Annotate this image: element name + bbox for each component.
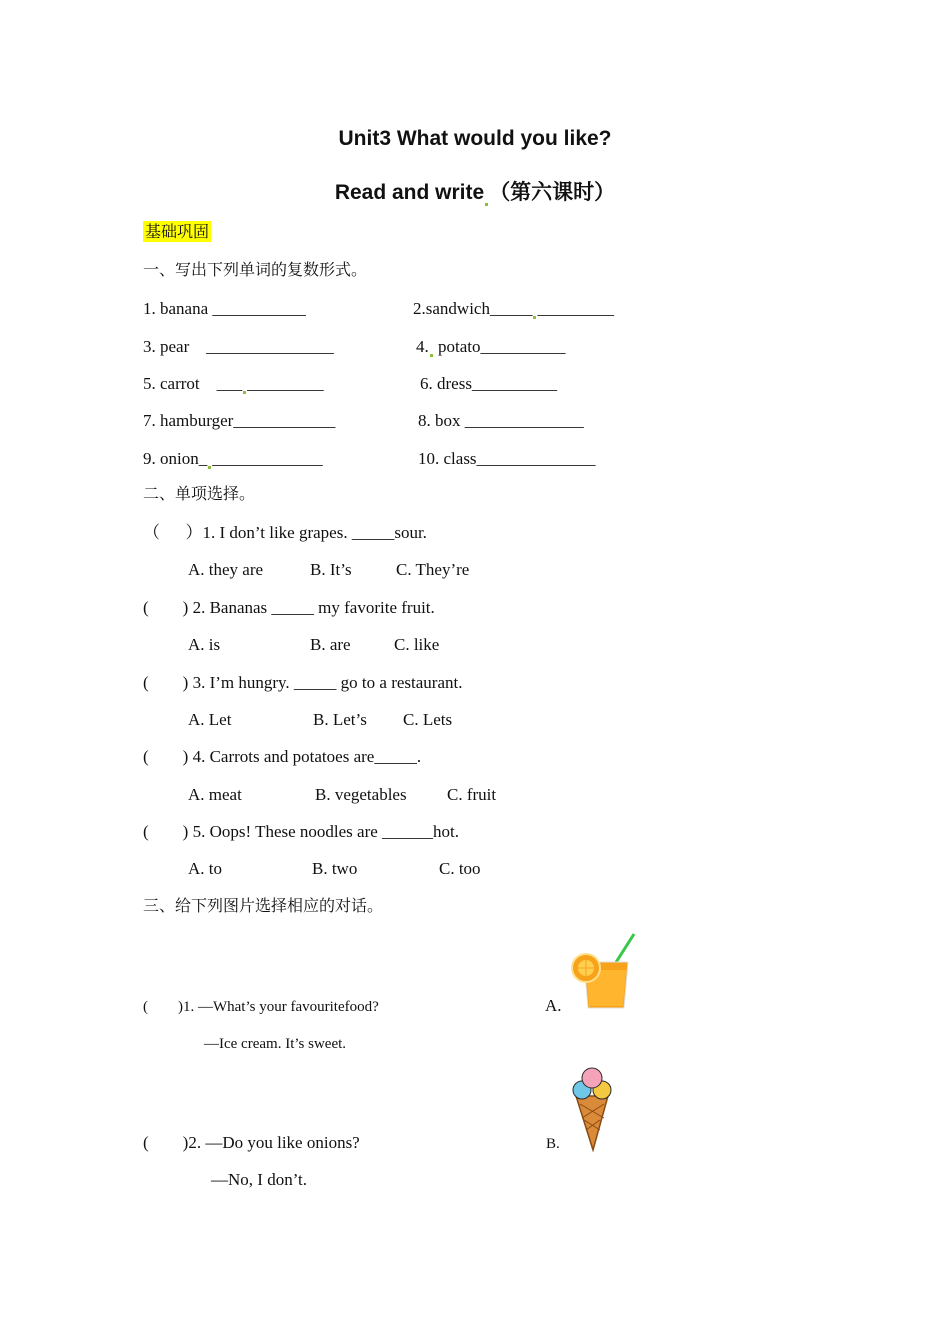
item-text: _________ [247, 374, 324, 393]
q5-option-c: C. too [439, 859, 481, 878]
q3-option-c: C. Lets [403, 710, 453, 729]
part1-item-10: 10. class______________ [418, 449, 596, 468]
part1-item-4 [416, 337, 566, 357]
dialog-1-line-1: ( )1. —What’s your favouritefood? [143, 999, 379, 1015]
item-text: 5. carrot ___ [143, 374, 243, 393]
part1-item-5 [143, 374, 324, 394]
item-text: 9. onion_ [143, 449, 208, 468]
q2-option-b: B. are [310, 635, 351, 654]
subtitle-english: Read and write [334, 181, 485, 204]
option-b-label: B. [546, 1136, 560, 1152]
question-2: ( ) 2. Bananas _____ my favorite fruit. [143, 598, 435, 617]
q1-option-b: B. It’s [310, 560, 352, 579]
section-label-highlight: 基础巩固 [145, 222, 210, 241]
q4-option-c: C. fruit [447, 785, 497, 804]
item-text: 4. [416, 337, 429, 356]
question-3: ( ) 3. I’m hungry. _____ go to a restaurant. [143, 673, 463, 692]
part1-item-6: 6. dress__________ [420, 374, 557, 393]
q4-option-b: B. vegetables [315, 785, 407, 804]
question-5: ( ) 5. Oops! These noodles are ______hot. [143, 822, 460, 841]
part1-item-1: 1. banana ___________ [143, 299, 306, 318]
mark-dot [243, 391, 246, 394]
dialog-2-line-1: ( )2. —Do you like onions? [143, 1133, 360, 1152]
part1-item-3: 3. pear _______________ [143, 337, 334, 356]
mark-dot [208, 466, 211, 469]
ice-cream-icon [568, 1066, 616, 1152]
item-text: _____________ [212, 449, 323, 468]
q2-option-c: C. like [394, 635, 440, 654]
q1-option-a: A. they are [188, 560, 264, 579]
item-text: potato__________ [433, 337, 566, 356]
page-title: Unit3 What would you like? [338, 127, 612, 150]
dialog-2-line-2: —No, I don’t. [211, 1170, 308, 1189]
part1-heading: 一、写出下列单词的复数形式。 [143, 260, 368, 279]
part1-item-8: 8. box ______________ [418, 411, 584, 430]
section-label [143, 222, 211, 242]
q5-option-a: A. to [188, 859, 222, 878]
option-a-label: A. [545, 996, 562, 1015]
orange-juice-icon [566, 930, 638, 1012]
q2-option-a: A. is [188, 635, 221, 654]
subtitle-chinese: （第六课时） [489, 180, 616, 204]
item-text: 2.sandwich_____ [413, 299, 533, 318]
part2-heading: 二、单项选择。 [143, 484, 256, 503]
q3-option-b: B. Let’s [313, 710, 367, 729]
part1-item-7: 7. hamburger____________ [143, 411, 336, 430]
mark-dot [430, 354, 433, 357]
part1-item-2 [413, 299, 614, 319]
q3-option-a: A. Let [188, 710, 232, 729]
question-4: ( ) 4. Carrots and potatoes are_____. [143, 747, 422, 766]
part1-item-9 [143, 449, 323, 469]
item-text: _________ [537, 299, 614, 318]
part3-heading: 三、给下列图片选择相应的对话。 [143, 896, 384, 915]
mark-dot [485, 203, 488, 206]
question-1: （ ）1. I don’t like grapes. _____sour. [143, 523, 427, 542]
q1-option-c: C. They’re [396, 560, 470, 579]
q5-option-b: B. two [312, 859, 358, 878]
page-subtitle [0, 176, 950, 206]
q4-option-a: A. meat [188, 785, 242, 804]
dialog-1-line-2: —Ice cream. It’s sweet. [204, 1036, 347, 1052]
